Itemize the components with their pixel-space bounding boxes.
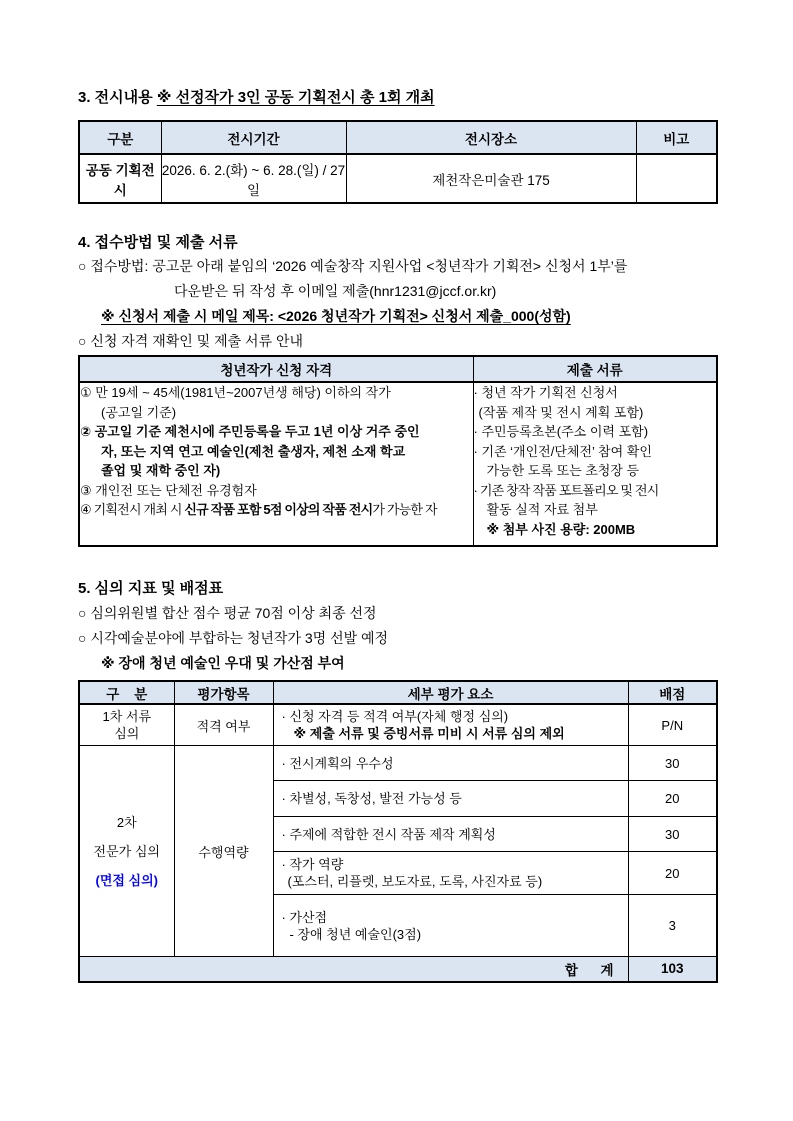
criteria-4-score: 20 [628, 852, 717, 895]
review-bullet-2: ○ 시각예술분야에 부합하는 청년작가 3명 선발 예정 [78, 630, 389, 646]
section3-heading-underlined: ※ 선정작가 3인 공동 기획전시 총 1회 개최 [156, 89, 435, 106]
stage1-row [79, 704, 717, 746]
doc-line-5: 가능한 도록 또는 초청장 등 [486, 463, 640, 478]
disability-priority-note: ※ 장애 청년 예술인 우대 및 가산점 부여 [101, 655, 345, 671]
criteria-5-text-line1: · 가산점 [281, 909, 328, 925]
cell-category: 공동 기획전시 [79, 154, 161, 203]
header-qualification: 청년작가 신청 자격 [79, 356, 473, 382]
apply-method-line2: 다운받은 뒤 작성 후 이메일 제출(hnr1231@jccf.or.kr) [174, 283, 497, 299]
stage1-name-line1: 1차 서류 [102, 709, 152, 724]
criteria-3-score: 30 [628, 817, 717, 852]
header-item: 평가항목 [174, 681, 273, 704]
stage1-detail-cell [273, 704, 628, 746]
qual-line-5: 졸업 및 재학 중인 자) [101, 463, 221, 478]
criteria-row-1 [79, 746, 717, 781]
total-value-cell: 103 [628, 957, 717, 982]
qualification-cell [79, 382, 473, 546]
section4-heading: 4. 접수방법 및 제출 서류 [78, 234, 238, 251]
section3-heading [78, 86, 435, 107]
apply-method-line1: ○ 접수방법: 공고문 아래 붙임의 ‘2026 예술창작 지원사업 <청년작가 기획전> 신청서 1부’를 [78, 258, 628, 274]
stage2-item-cell: 수행역량 [174, 746, 273, 957]
doc-line-1: · 청년 작가 기획전 신청서 [473, 385, 618, 400]
doc-line-7: 활동 실적 자료 첨부 [486, 502, 598, 517]
doc-line-6: · 기존 창작 작품 포트폴리오 및 전시 [473, 482, 659, 498]
cell-note [636, 154, 717, 203]
cell-period: 2026. 6. 2.(화) ~ 6. 28.(일) / 27일 [161, 154, 346, 203]
criteria-2-score: 20 [628, 781, 717, 817]
criteria-3-text: · 주제에 적합한 전시 작품 제작 계획성 [281, 826, 496, 842]
header-stage: 구 분 [79, 681, 174, 704]
qual-line-1: ① 만 19세 ~ 45세(1981년~2007년생 해당) 이하의 작가 [80, 385, 391, 400]
criteria-4-text-line1: · 작가 역량 [281, 857, 344, 872]
qualification-table-header-row [79, 356, 717, 382]
section5-heading: 5. 심의 지표 및 배점표 [78, 580, 224, 597]
stage1-name-line2: 심의 [114, 726, 140, 741]
qual-line-7 [80, 500, 473, 520]
criteria-1-detail [273, 746, 628, 781]
stage1-score-cell: P/N [628, 704, 717, 746]
criteria-1-text: · 전시계획의 우수성 [281, 755, 394, 771]
total-row [79, 957, 717, 982]
header-category: 구분 [79, 121, 161, 154]
section3-heading-prefix: 3. 전시내용 [78, 89, 157, 106]
header-documents: 제출 서류 [473, 356, 717, 382]
exhibition-table-header-row [79, 121, 717, 154]
doc-line-4: · 기존 ‘개인전/단체전’ 참여 확인 [473, 443, 652, 459]
criteria-5-text-line2: - 장애 청년 예술인(3점) [289, 926, 422, 942]
stage2-name-line1: 2차 [116, 814, 137, 830]
stage1-name-cell [79, 704, 174, 746]
qual-line-2: (공고일 기준) [101, 404, 177, 420]
header-score: 배점 [628, 681, 717, 704]
doc-line-3: · 주민등록초본(주소 이력 포함) [473, 424, 649, 439]
qualification-guide-line: ○ 신청 자격 재확인 및 제출 서류 안내 [78, 333, 304, 349]
header-detail: 세부 평가 요소 [273, 681, 628, 704]
stage1-item-cell: 적격 여부 [174, 704, 273, 746]
scoring-table [78, 680, 718, 983]
stage2-name-line2: 전문가 심의 [93, 843, 160, 859]
criteria-4-detail [273, 852, 628, 895]
stage1-detail-line1: · 신청 자격 등 적격 여부(자체 행정 심의) [281, 709, 509, 724]
cell-venue: 제천작은미술관 175 [346, 154, 636, 203]
scoring-table-header-row [79, 681, 717, 704]
criteria-1-score: 30 [628, 746, 717, 781]
stage1-detail-line2: ※ 제출 서류 및 증빙서류 미비 시 서류 심의 제외 [293, 726, 565, 741]
qual-line-7-bold: 신규 작품 포함 5점 이상의 작품 전시 [184, 502, 373, 517]
criteria-2-text: · 차별성, 독창성, 발전 가능성 등 [281, 791, 462, 806]
qualification-documents-table [78, 355, 718, 547]
header-period: 전시기간 [161, 121, 346, 154]
qual-line-7-suffix: 가 가능한 자 [372, 502, 437, 517]
doc-line-8: ※ 첨부 사진 용량: 200MB [486, 521, 636, 537]
criteria-4-text-line2: (포스터, 리플렛, 보도자료, 도록, 사진자료 등) [287, 874, 543, 889]
exhibition-table-row [79, 154, 717, 203]
qual-line-7-prefix: ④ 기획전시 개최 시 [80, 502, 185, 517]
criteria-3-detail [273, 817, 628, 852]
criteria-2-detail [273, 781, 628, 817]
mail-subject-note: ※ 신청서 제출 시 메일 제목: <2026 청년작가 기획전> 신청서 제출_000(성함) [101, 308, 571, 324]
qual-line-6: ③ 개인전 또는 단체전 유경험자 [80, 482, 257, 498]
stage2-name-line3: (면접 심의) [95, 872, 158, 888]
exhibition-info-table [78, 120, 718, 204]
header-venue: 전시장소 [346, 121, 636, 154]
qual-line-3: ② 공고일 기준 제천시에 주민등록을 두고 1년 이상 거주 중인 [80, 424, 420, 439]
total-label-cell: 합 계 [79, 957, 628, 982]
criteria-5-score: 3 [628, 895, 717, 957]
stage2-name-cell [79, 746, 174, 957]
doc-line-2: (작품 제작 및 전시 계획 포함) [478, 404, 644, 420]
documents-cell [473, 382, 717, 546]
qual-line-4: 자, 또는 지역 연고 예술인(제천 출생자, 제천 소재 학교 [101, 443, 406, 459]
header-note: 비고 [636, 121, 717, 154]
review-bullet-1: ○ 심의위원별 합산 점수 평균 70점 이상 최종 선정 [78, 605, 377, 621]
criteria-5-detail [273, 895, 628, 957]
qualification-table-body-row [79, 382, 717, 546]
